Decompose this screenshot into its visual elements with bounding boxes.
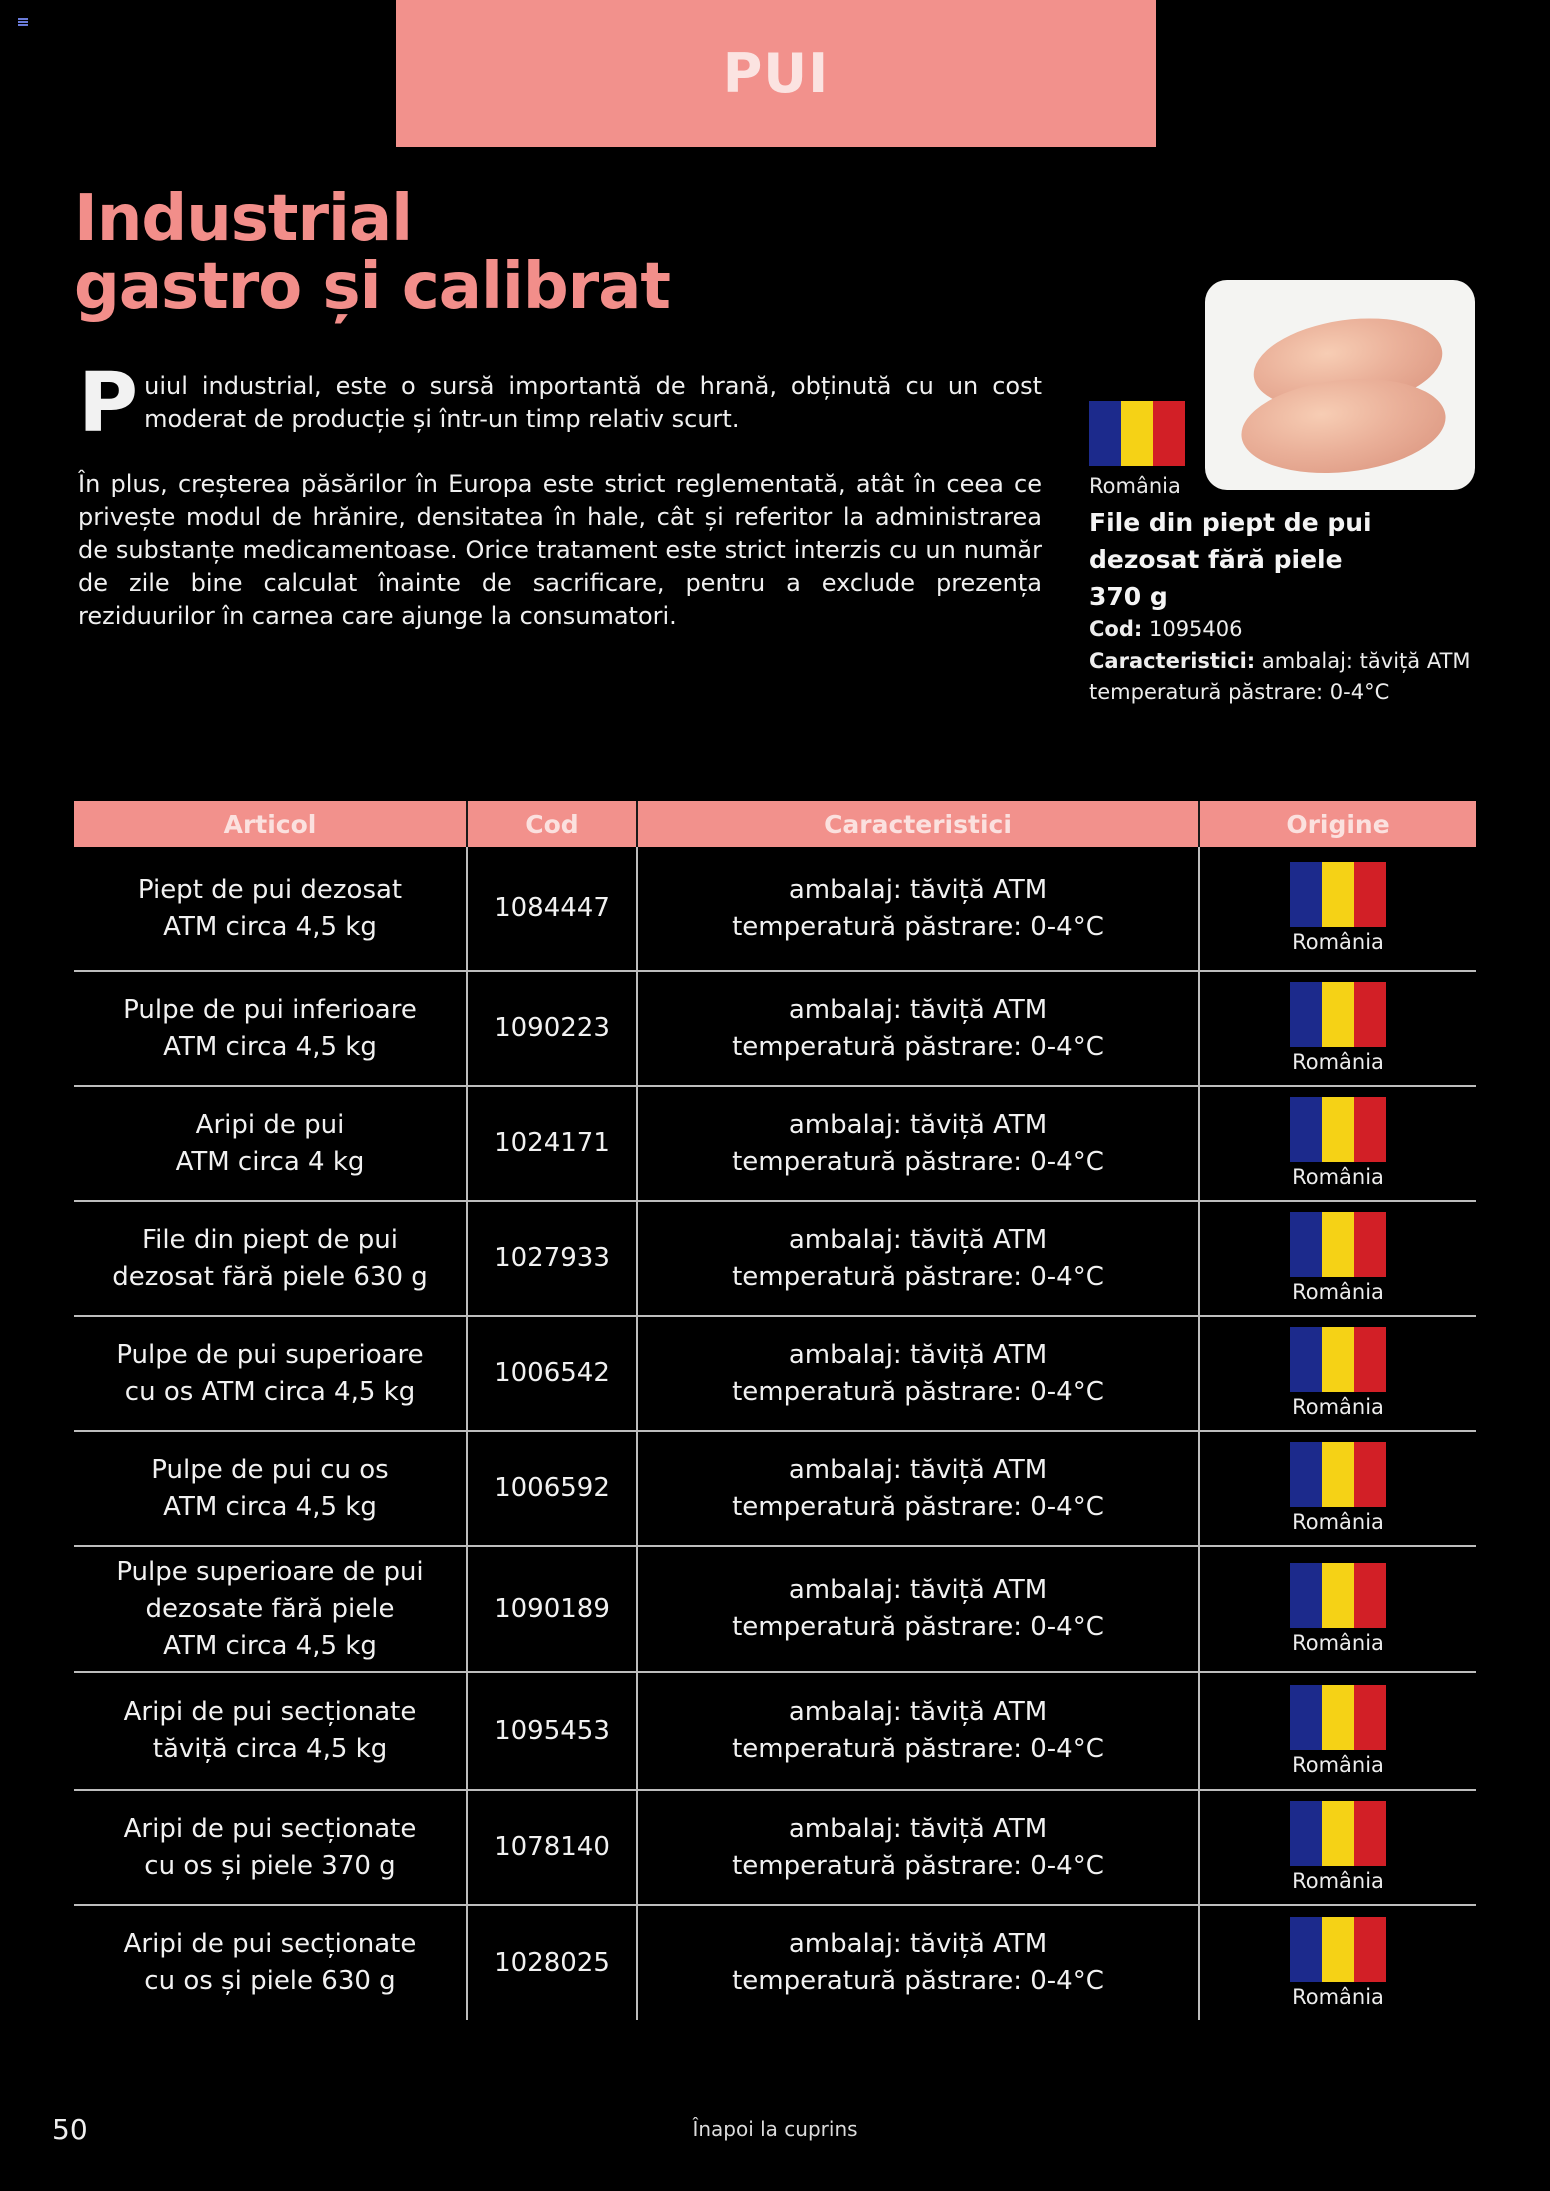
cell-code: 1024171	[467, 1086, 637, 1201]
page-title	[74, 182, 794, 324]
cell-code: 1006542	[467, 1316, 637, 1431]
table-row	[74, 1905, 1476, 2020]
article-line: Pulpe de pui superioare	[116, 1339, 424, 1370]
article-line: File din piept de pui	[142, 1224, 398, 1255]
article-line: cu os ATM circa 4,5 kg	[124, 1376, 416, 1407]
storage-line: temperatură păstrare: 0-4°C	[732, 1850, 1104, 1881]
packaging-line: ambalaj: tăviță ATM	[788, 994, 1048, 1025]
table-row	[74, 1790, 1476, 1905]
intro-paragraph-1	[78, 356, 1042, 451]
article-line: cu os și piele 370 g	[144, 1850, 396, 1881]
cell-origin	[1199, 1431, 1476, 1546]
origin-country: România	[1292, 1165, 1384, 1189]
category-banner	[396, 0, 1156, 147]
header-origin: Origine	[1199, 801, 1476, 847]
article-line: ATM circa 4,5 kg	[163, 1031, 377, 1062]
featured-code	[1089, 617, 1243, 641]
packaging-line: ambalaj: tăviță ATM	[788, 1339, 1048, 1370]
cell-article	[74, 1201, 467, 1316]
cell-origin	[1199, 1672, 1476, 1790]
article-line: Pulpe de pui inferioare	[123, 994, 417, 1025]
article-line: cu os și piele 630 g	[144, 1966, 396, 1996]
article-line: dezosate fără piele	[145, 1593, 395, 1624]
table-body	[74, 847, 1476, 2020]
cell-code: 1084447	[467, 847, 637, 971]
article-line: Pulpe superioare de pui	[116, 1556, 424, 1587]
packaging-line: ambalaj: tăviță ATM	[788, 1929, 1048, 1959]
origin-country: România	[1292, 1869, 1384, 1893]
storage-line: temperatură păstrare: 0-4°C	[732, 911, 1104, 942]
origin-country: România	[1292, 1984, 1384, 2009]
header-code: Cod	[467, 801, 637, 847]
packaging-line: ambalaj: tăviță ATM	[788, 1224, 1048, 1255]
cell-code: 1027933	[467, 1201, 637, 1316]
origin-country: România	[1292, 1280, 1384, 1304]
storage-line: temperatură păstrare: 0-4°C	[732, 1734, 1104, 1764]
article-line: ATM circa 4,5 kg	[163, 911, 377, 942]
romania-flag-icon	[1290, 1685, 1386, 1750]
packaging-line: ambalaj: tăviță ATM	[788, 874, 1048, 905]
table-header-row	[74, 801, 1476, 847]
packaging-line: ambalaj: tăviță ATM	[788, 1575, 1048, 1605]
storage-line: temperatură păstrare: 0-4°C	[732, 1491, 1104, 1522]
back-to-contents-link[interactable]: Înapoi la cuprins	[692, 2117, 858, 2141]
cell-origin	[1199, 1546, 1476, 1672]
cell-characteristics	[637, 1672, 1199, 1790]
cell-article	[74, 1790, 467, 1905]
romania-flag-icon	[1290, 1212, 1386, 1277]
origin-country: România	[1292, 1630, 1384, 1655]
cell-article	[74, 1086, 467, 1201]
storage-line: temperatură păstrare: 0-4°C	[732, 1261, 1104, 1292]
origin-country: România	[1292, 1395, 1384, 1419]
product-photo	[1205, 280, 1475, 490]
article-line: ATM circa 4 kg	[175, 1146, 365, 1177]
featured-storage: temperatură păstrare: 0-4°C	[1089, 680, 1390, 704]
cell-characteristics	[637, 1201, 1199, 1316]
cell-origin	[1199, 847, 1476, 971]
article-line: Aripi de pui secționate	[123, 1813, 417, 1844]
featured-product-name	[1089, 504, 1509, 615]
cell-article	[74, 1431, 467, 1546]
page-number: 50	[52, 2113, 88, 2146]
cell-origin	[1199, 1086, 1476, 1201]
cell-characteristics	[637, 1546, 1199, 1672]
storage-line: temperatură păstrare: 0-4°C	[732, 1146, 1104, 1177]
origin-country: România	[1292, 1752, 1384, 1777]
cell-origin	[1199, 1790, 1476, 1905]
romania-flag-icon	[1290, 1563, 1386, 1628]
cell-code: 1090223	[467, 971, 637, 1086]
romania-flag-icon	[1089, 401, 1185, 466]
article-line: Pulpe de pui cu os	[151, 1454, 389, 1485]
romania-flag-icon	[1290, 1917, 1386, 1982]
cell-code: 1006592	[467, 1431, 637, 1546]
cell-origin	[1199, 1201, 1476, 1316]
table-row	[74, 971, 1476, 1086]
article-line: tăviță circa 4,5 kg	[152, 1734, 388, 1764]
cell-origin	[1199, 971, 1476, 1086]
cell-code: 1095453	[467, 1672, 637, 1790]
table-row	[74, 847, 1476, 971]
header-article: Articol	[74, 801, 467, 847]
cell-article	[74, 1905, 467, 2020]
table-row	[74, 1086, 1476, 1201]
cell-characteristics	[637, 1790, 1199, 1905]
romania-flag-icon	[1290, 1442, 1386, 1507]
category-label: PUI	[722, 42, 830, 105]
cell-article	[74, 847, 467, 971]
article-line: ATM circa 4,5 kg	[163, 1630, 377, 1661]
article-line: Aripi de pui secționate	[123, 1929, 417, 1959]
packaging-line: ambalaj: tăviță ATM	[788, 1109, 1048, 1140]
cell-article	[74, 1546, 467, 1672]
romania-flag-icon	[1290, 1097, 1386, 1162]
storage-line: temperatură păstrare: 0-4°C	[732, 1376, 1104, 1407]
cell-characteristics	[637, 971, 1199, 1086]
menu-icon[interactable]	[18, 18, 28, 26]
origin-country: România	[1292, 930, 1384, 954]
featured-char-label: Caracteristici:	[1089, 649, 1256, 673]
cell-origin	[1199, 1316, 1476, 1431]
article-line: Aripi de pui secționate	[123, 1697, 417, 1727]
storage-line: temperatură păstrare: 0-4°C	[732, 1612, 1104, 1642]
cell-code: 1090189	[467, 1546, 637, 1672]
romania-flag-icon	[1290, 1327, 1386, 1392]
storage-line: temperatură păstrare: 0-4°C	[732, 1031, 1104, 1062]
cell-characteristics	[637, 1905, 1199, 2020]
romania-flag-icon	[1290, 982, 1386, 1047]
featured-name-line-1: File din piept de pui	[1089, 508, 1372, 537]
packaging-line: ambalaj: tăviță ATM	[788, 1813, 1048, 1844]
cell-article	[74, 1672, 467, 1790]
featured-country: România	[1089, 474, 1181, 498]
origin-country: România	[1292, 1050, 1384, 1074]
intro-paragraph-2: În plus, creșterea păsărilor în Europa este strict reglementată, atât în ceea ce privește modul de hrănire, densitatea în hale, cât și referitor la administrarea de substanțe medicamentoase. Orice tratament este strict interzis cu un număr de zile bine calculat înainte de sacrificare, pentru a exclude prezența reziduurilor în carnea care ajunge la consumatori.	[78, 470, 1042, 630]
origin-country: România	[1292, 1510, 1384, 1534]
table-row	[74, 1672, 1476, 1790]
cell-characteristics	[637, 1086, 1199, 1201]
article-line: ATM circa 4,5 kg	[163, 1491, 377, 1522]
intro-paragraph-1-text: uiul industrial, este o sursă importantă de hrană, obținută cu un cost moderat de producție și într-un timp relativ scurt.	[144, 372, 1042, 433]
header-characteristics: Caracteristici	[637, 801, 1199, 847]
cell-article	[74, 971, 467, 1086]
table-row	[74, 1316, 1476, 1431]
featured-char-value: ambalaj: tăviță ATM	[1261, 649, 1471, 673]
featured-code-label: Cod:	[1089, 617, 1143, 641]
featured-characteristics	[1089, 649, 1471, 673]
romania-flag-icon	[1290, 862, 1386, 927]
cell-code: 1028025	[467, 1905, 637, 2020]
packaging-line: ambalaj: tăviță ATM	[788, 1697, 1048, 1727]
cell-characteristics	[637, 1316, 1199, 1431]
cell-origin	[1199, 1905, 1476, 2020]
table-row	[74, 1201, 1476, 1316]
title-line-1: Industrial	[74, 182, 413, 256]
intro-text	[78, 356, 1042, 665]
featured-name-line-3: 370 g	[1089, 582, 1168, 611]
featured-code-value: 1095406	[1148, 617, 1243, 641]
table-row	[74, 1431, 1476, 1546]
article-line: dezosat fără piele 630 g	[112, 1261, 428, 1292]
packaging-line: ambalaj: tăviță ATM	[788, 1454, 1048, 1485]
article-line: Piept de pui dezosat	[137, 874, 403, 905]
cell-characteristics	[637, 1431, 1199, 1546]
romania-flag-icon	[1290, 1801, 1386, 1866]
table-row	[74, 1546, 1476, 1672]
cell-article	[74, 1316, 467, 1431]
cell-code: 1078140	[467, 1790, 637, 1905]
storage-line: temperatură păstrare: 0-4°C	[732, 1966, 1104, 1996]
article-line: Aripi de pui	[195, 1109, 345, 1140]
featured-name-line-2: dezosat fără piele	[1089, 545, 1343, 574]
drop-cap: P	[78, 356, 139, 451]
title-line-2: gastro și calibrat	[74, 250, 670, 324]
product-table	[74, 801, 1476, 2020]
cell-characteristics	[637, 847, 1199, 971]
